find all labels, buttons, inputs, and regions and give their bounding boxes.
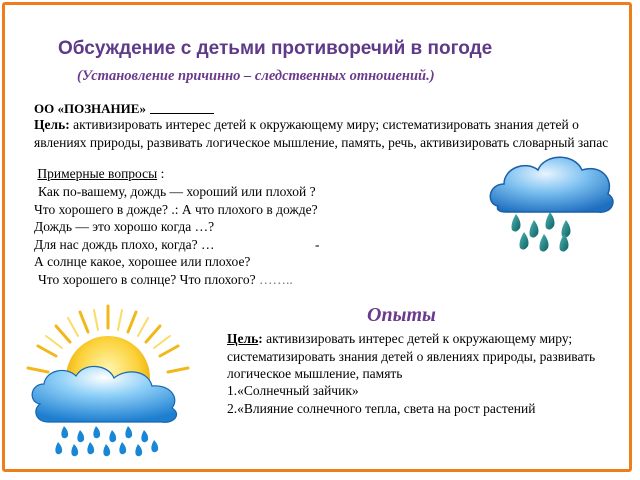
question-4: Для нас дождь плохо, когда? … [34,237,215,252]
question-6 [38,272,293,288]
section-underline [150,113,214,114]
question-3: Дождь — это хорошо когда …? [34,219,215,234]
experiments-goal-colon: : [258,331,263,346]
questions-heading [34,166,164,182]
question-2: Что хорошего в дожде? .: А что плохого в дожде? [34,202,318,217]
experiments-title: Опыты [367,304,436,326]
goal-label: Цель: [34,117,70,132]
experiment-item-2: 2.«Влияние солнечного тепла, света на рост растений [227,401,536,416]
question-4-dash: - [315,237,320,252]
sun-cloud-icon [24,304,192,460]
question-1: Как по-вашему, дождь — хороший или плохой ? [38,184,316,199]
question-6-text: Что хорошего в солнце? Что плохого? [38,272,256,287]
questions-heading-text: Примерные вопросы [37,166,158,181]
page-subtitle: (Установление причинно – следственных отношений.) [77,68,435,84]
goal-paragraph [34,116,612,152]
goal-text: активизировать интерес детей к окружающему миру; систематизировать знания детей о явлениях природы, развивать логическое мышление, память, речь, активизировать словарный запас [34,117,609,150]
experiments-goal-label: Цель [227,331,259,346]
questions-heading-suffix: : [157,166,165,181]
question-5: А солнце какое, хорошее или плохое? [34,254,251,269]
section-label: ОО «ПОЗНАНИЕ» [34,101,146,116]
experiments-goal-paragraph [227,330,627,383]
rain-cloud-icon [486,148,618,258]
experiments-goal-text: активизировать интерес детей к окружающему миру; систематизировать знания детей о явлениях природы, развивать логическое мышление, память [227,331,596,382]
experiment-item-1: 1.«Солнечный зайчик» [227,383,359,398]
question-6-dots: …….. [255,272,293,287]
page-title: Обсуждение с детьми противоречий в погоде [58,38,493,59]
